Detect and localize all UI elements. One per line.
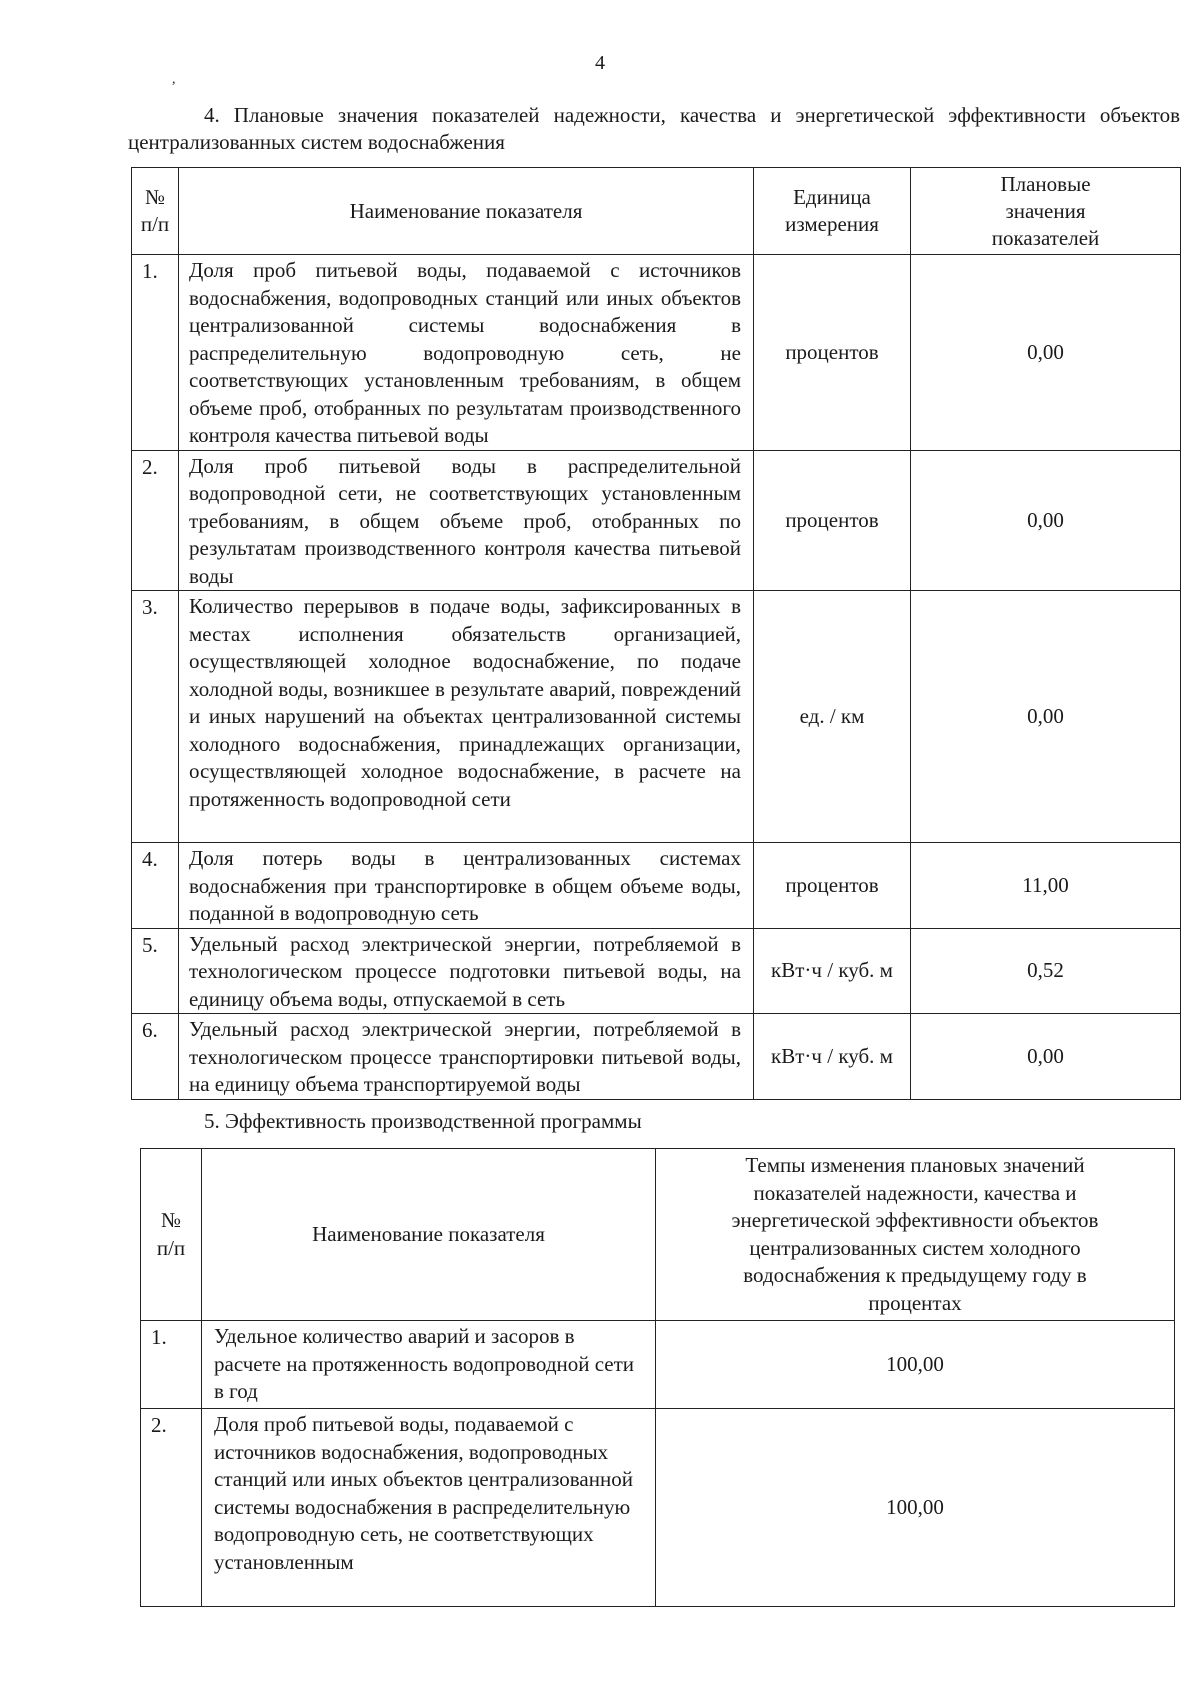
- row-name: Удельное количество аварий и засоров в расчете на протяженность водопроводной сети в год: [202, 1321, 656, 1409]
- row-unit: кВт·ч / куб. м: [754, 928, 911, 1014]
- row-num: 5.: [132, 928, 179, 1014]
- row-num: 6.: [132, 1014, 179, 1100]
- table-row: [141, 1409, 1175, 1607]
- table-header-row: [141, 1149, 1175, 1321]
- table-row: [141, 1321, 1175, 1409]
- row-unit: кВт·ч / куб. м: [754, 1014, 911, 1100]
- table-row: [132, 255, 1181, 451]
- header-unit: Единица измерения: [754, 168, 911, 255]
- row-name: Доля проб питьевой воды, подаваемой с источников водоснабжения, водопроводных станций или иных объектов централизованной системы водоснабжения в распределительную водопроводную сеть, не соответствующих установленным требованиям, в общем объеме проб, отобранных по результатам производственного контроля качества питьевой воды: [179, 255, 754, 451]
- row-unit: ед. / км: [754, 591, 911, 843]
- row-num: 2.: [132, 450, 179, 591]
- row-value: 0,00: [911, 1014, 1181, 1100]
- table-row: [132, 591, 1181, 843]
- section-5-heading: 5. Эффективность производственной программы: [204, 1109, 642, 1133]
- row-num: 2.: [141, 1409, 202, 1607]
- indicators-table: [131, 167, 1181, 1100]
- row-name: Количество перерывов в подаче воды, зафиксированных в местах исполнения обязательств организацией, осуществляющей холодное водоснабжение, по подаче холодной воды, возникшее в результате аварий, повреждений и иных нарушений на объектах централизованной системы холодного водоснабжения, принадлежащих организации, осуществляющей холодное водоснабжение, в расчете на протяженность водопроводной сети: [179, 591, 754, 843]
- section-4-heading: 4. Плановые значения показателей надежности, качества и энергетической эффективности объектов централизованных систем водоснабжения: [128, 103, 1180, 154]
- table-header-row: [132, 168, 1181, 255]
- row-name: Доля потерь воды в централизованных системах водоснабжения при транспортировке в общем объеме воды, поданной в водопроводную сеть: [179, 843, 754, 929]
- row-num: 1.: [132, 255, 179, 451]
- row-num: 4.: [132, 843, 179, 929]
- table-row: [132, 843, 1181, 929]
- header-value: Темпы изменения плановых значений показателей надежности, качества и энергетической эффективности объектов централизованных систем холодного водоснабжения к предыдущему году в процентах: [656, 1149, 1175, 1321]
- row-value: 0,00: [911, 450, 1181, 591]
- row-name: Доля проб питьевой воды, подаваемой с источников водоснабжения, водопроводных станций или иных объектов централизованной системы водоснабжения в распределительную водопроводную сеть, не соответствующих установленным: [202, 1409, 656, 1607]
- header-num: № п/п: [141, 1149, 202, 1321]
- table-row: [132, 928, 1181, 1014]
- table-row: [132, 1014, 1181, 1100]
- row-value: 100,00: [656, 1321, 1175, 1409]
- header-num: № п/п: [132, 168, 179, 255]
- page-number: 4: [595, 52, 605, 74]
- row-value: 0,52: [911, 928, 1181, 1014]
- stray-mark: ,: [172, 72, 176, 87]
- row-name: Удельный расход электрической энергии, потребляемой в технологическом процессе транспортировки питьевой воды, на единицу объема транспортируемой воды: [179, 1014, 754, 1100]
- header-name: Наименование показателя: [179, 168, 754, 255]
- row-unit: процентов: [754, 843, 911, 929]
- header-name: Наименование показателя: [202, 1149, 656, 1321]
- row-value: 0,00: [911, 255, 1181, 451]
- row-unit: процентов: [754, 255, 911, 451]
- row-num: 3.: [132, 591, 179, 843]
- header-value: Плановые значения показателей: [911, 168, 1181, 255]
- row-value: 0,00: [911, 591, 1181, 843]
- row-unit: процентов: [754, 450, 911, 591]
- efficiency-table: [140, 1148, 1175, 1607]
- row-value: 100,00: [656, 1409, 1175, 1607]
- table-row: [132, 450, 1181, 591]
- row-value: 11,00: [911, 843, 1181, 929]
- row-name: Доля проб питьевой воды в распределительной водопроводной сети, не соответствующих установленным требованиям, в общем объеме проб, отобранных по результатам производственного контроля качества питьевой воды: [179, 450, 754, 591]
- row-num: 1.: [141, 1321, 202, 1409]
- row-name: Удельный расход электрической энергии, потребляемой в технологическом процессе подготовки питьевой воды, на единицу объема воды, отпускаемой в сеть: [179, 928, 754, 1014]
